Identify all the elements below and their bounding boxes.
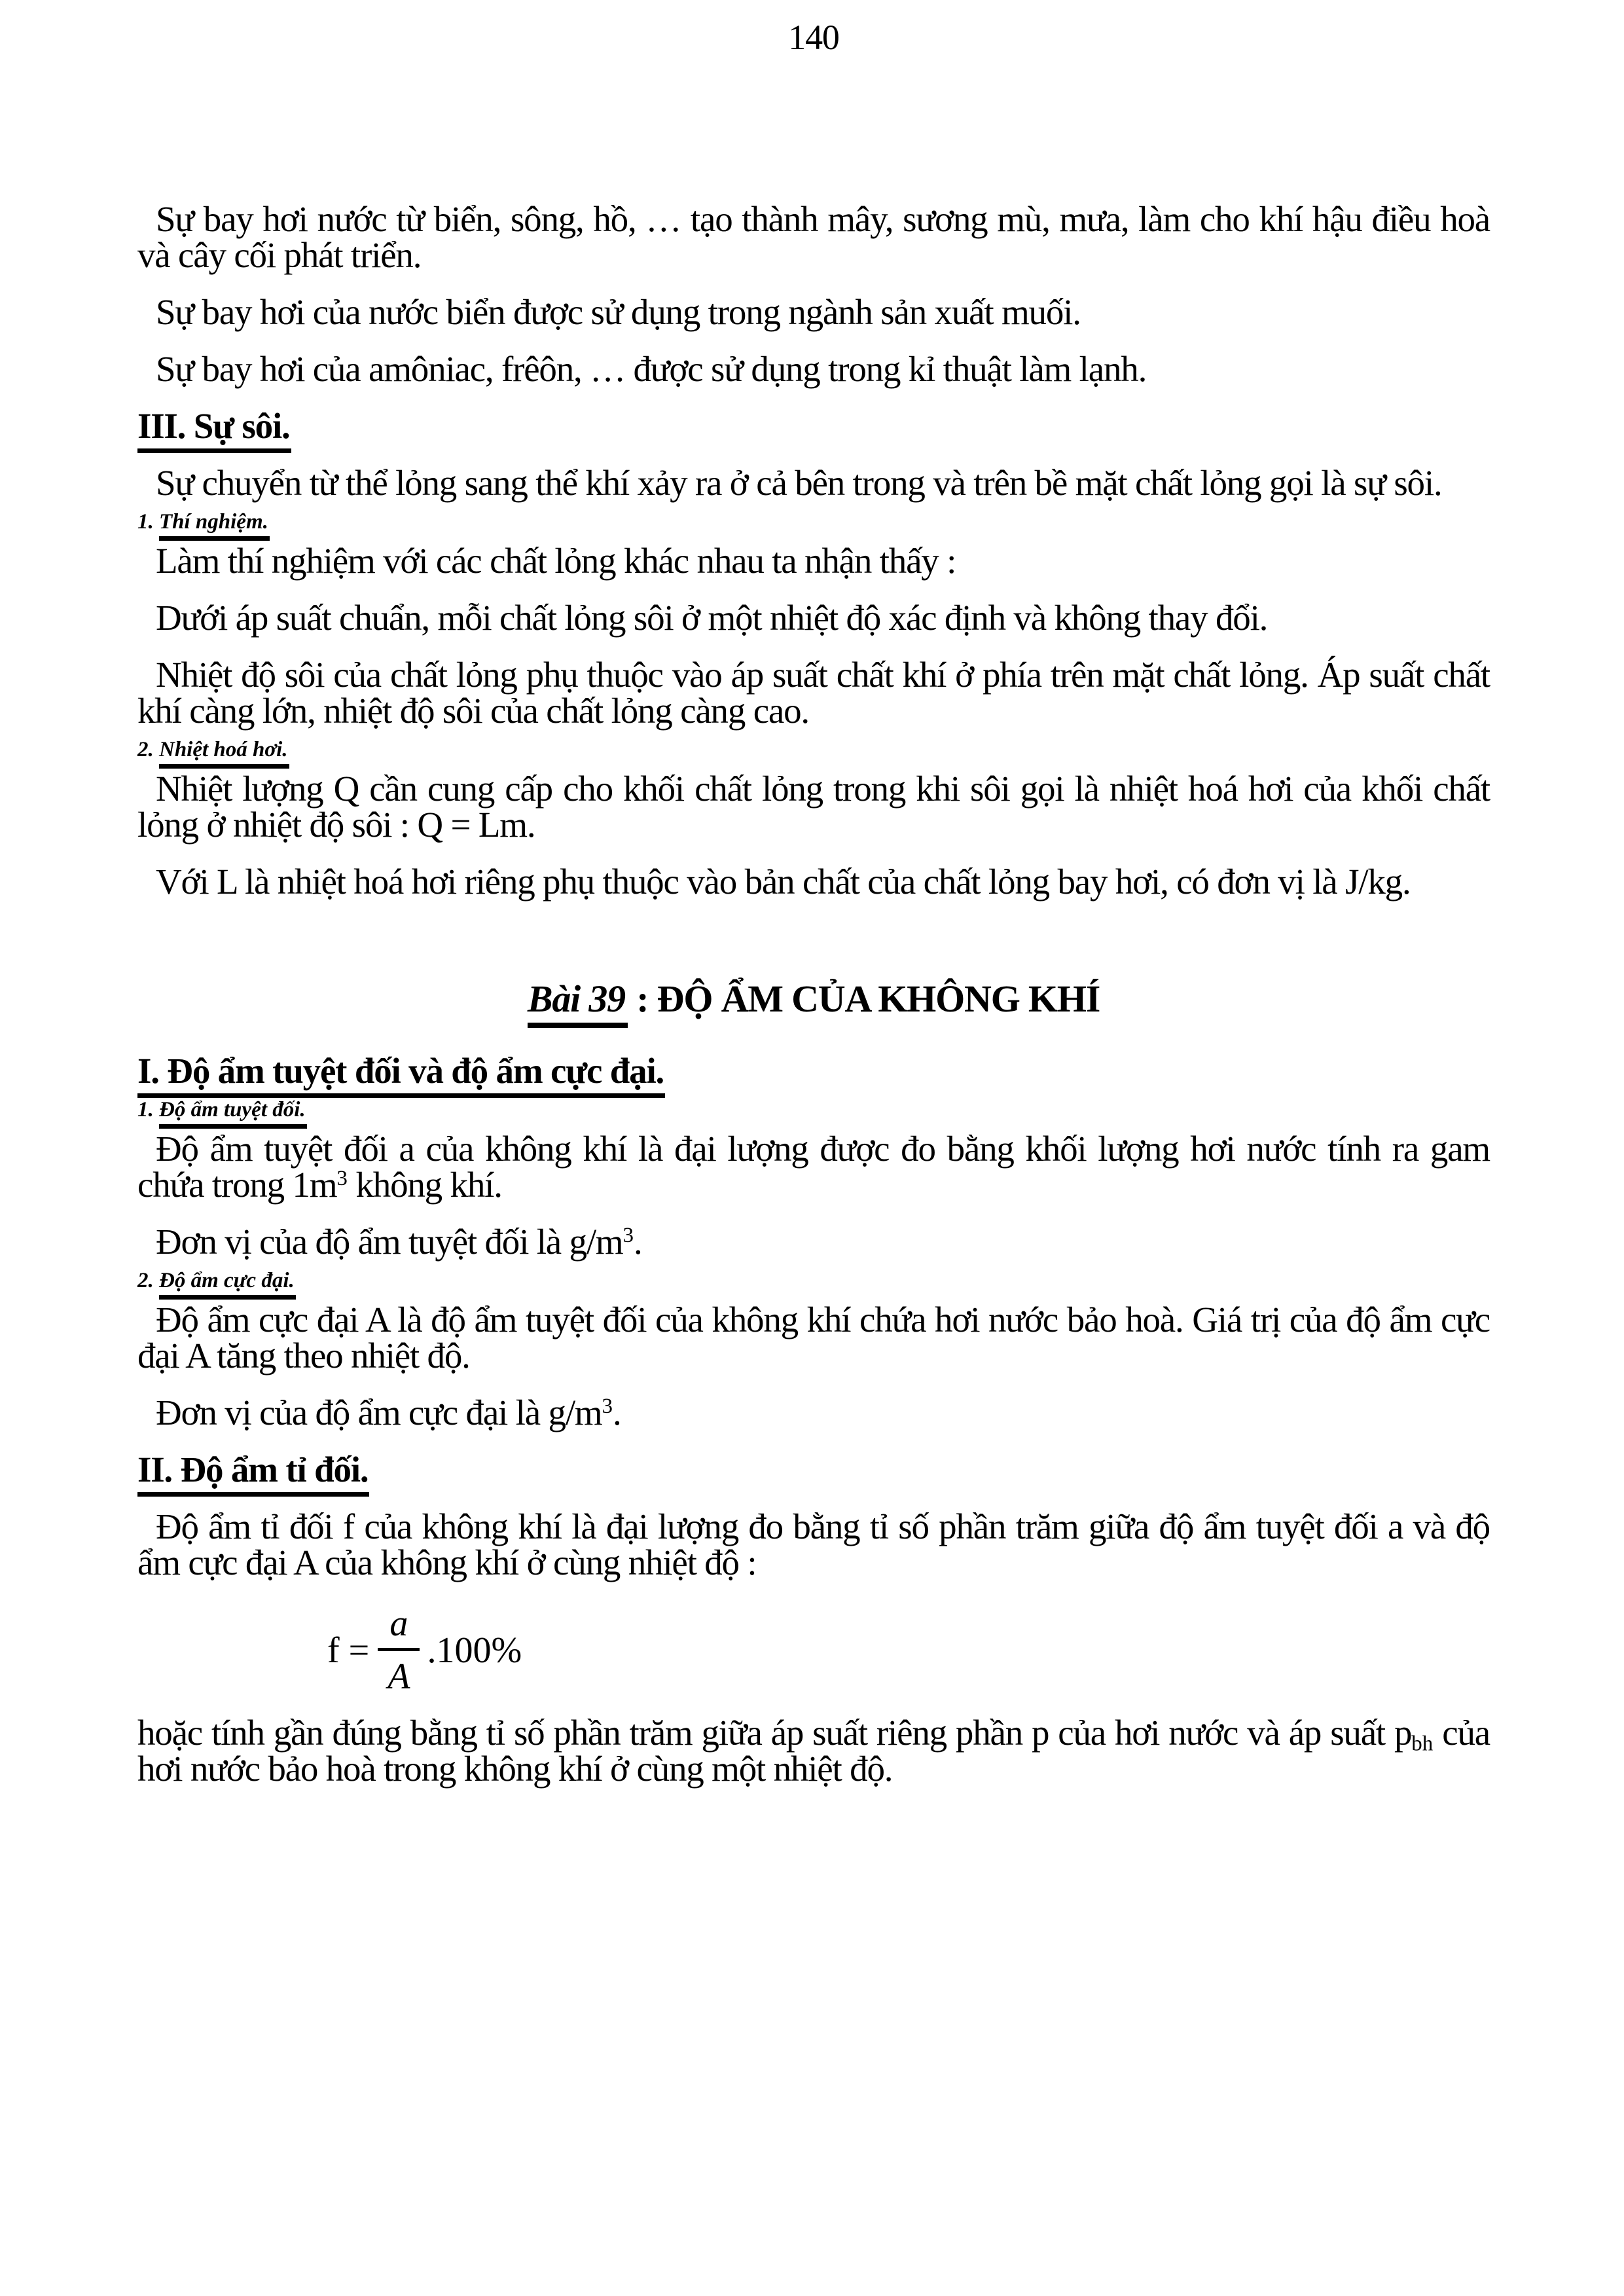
- heading-max-text: Độ ẩm cực đại.: [159, 1269, 296, 1300]
- paragraph-relative-humidity: Độ ẩm tỉ đối f của không khí là đại lượng đo bằng tỉ số phần trăm giữa độ ẩm tuyệt đối a và độ ẩm cực đại A của không khí ở cùng nhiệt độ :: [137, 1506, 1490, 1582]
- paragraph-max-humidity-unit: [137, 1394, 1490, 1430]
- paragraph-absolute-humidity-text: Độ ẩm tuyệt đối a của không khí là đại lượng được đo bằng khối lượng hơi nước tính ra gam chứa trong 1m: [137, 1129, 1490, 1205]
- paragraph-standard-pressure: Dưới áp suất chuẩn, mỗi chất lỏng sôi ở một nhiệt độ xác định và không thay đổi.: [156, 598, 1268, 638]
- paragraph-evaporation-salt: Sự bay hơi của nước biển được sử dụng trong ngành sản xuất muối.: [156, 292, 1081, 332]
- formula-lhs: f =: [327, 1630, 370, 1671]
- paragraph-absolute-unit-end: .: [634, 1222, 642, 1262]
- superscript-3: 3: [602, 1394, 613, 1418]
- fraction-numerator: a: [378, 1605, 420, 1651]
- paragraph-max-unit-text: Đơn vị của độ ẩm cực đại là g/m: [156, 1393, 602, 1432]
- formula-relative-humidity: [327, 1605, 1490, 1695]
- lesson-number: Bài 39: [528, 977, 628, 1028]
- heading-max-number: 2.: [137, 1269, 159, 1292]
- paragraph-absolute-humidity: [137, 1131, 1490, 1203]
- paragraph-experiment-intro: Làm thí nghiệm với các chất lỏng khác nhau ta nhận thấy :: [156, 541, 956, 581]
- paragraph-max-humidity: Độ ẩm cực đại A là độ ẩm tuyệt đối của không khí chứa hơi nước bảo hoà. Giá trị của độ ẩm cực đại A tăng theo nhiệt độ.: [137, 1300, 1490, 1376]
- paragraph-absolute-humidity-end: không khí.: [347, 1165, 502, 1205]
- heading-section-1: [137, 1053, 1490, 1095]
- heading-section-2-text: II. Độ ẩm tỉ đối.: [137, 1449, 369, 1497]
- heading-heat-number: 2.: [137, 738, 159, 761]
- fraction: [376, 1605, 422, 1695]
- heading-heat-text: Nhiệt hoá hơi.: [159, 738, 289, 769]
- formula-rhs: .100%: [427, 1630, 522, 1671]
- paragraph-absolute-unit-text: Đơn vị của độ ẩm tuyệt đối là g/m: [156, 1222, 623, 1262]
- lesson-title: [137, 979, 1490, 1027]
- heading-heat-of-vaporization: [137, 738, 1490, 761]
- superscript-3: 3: [623, 1223, 634, 1247]
- page-number: 140: [788, 18, 839, 57]
- heading-boiling-text: III. Sự sôi.: [137, 406, 291, 453]
- heading-max-humidity: [137, 1269, 1490, 1292]
- heading-absolute-number: 1.: [137, 1098, 159, 1121]
- paragraph-evaporation-nature: Sự bay hơi nước từ biển, sông, hồ, … tạo thành mây, sương mù, mưa, làm cho khí hậu điều hoà và cây cối phát triển.: [137, 199, 1490, 275]
- paragraph-boiling-point-pressure: Nhiệt độ sôi của chất lỏng phụ thuộc vào áp suất chất khí ở phía trên mặt chất lỏng. Áp suất chất khí càng lớn, nhiệt độ sôi của chất lỏng càng cao.: [137, 655, 1490, 731]
- heading-section-1-text: I. Độ ẩm tuyệt đối và độ ẩm cực đại.: [137, 1051, 665, 1098]
- paragraph-approximation: [137, 1715, 1490, 1787]
- heading-absolute-humidity: [137, 1098, 1490, 1121]
- paragraph-approximation-end: của hơi nước bảo hoà trong không khí ở cùng một nhiệt độ.: [137, 1713, 1490, 1789]
- heading-experiment: [137, 510, 1490, 534]
- lesson-title-text: : ĐỘ ẨM CỦA KHÔNG KHÍ: [627, 977, 1100, 1020]
- paragraph-heat-l: Với L là nhiệt hoá hơi riêng phụ thuộc vào bản chất của chất lỏng bay hơi, có đơn vị là J/kg.: [156, 862, 1411, 902]
- paragraph-approximation-text: hoặc tính gần đúng bằng tỉ số phần trăm giữa áp suất riêng phần p của hơi nước và áp suất p: [137, 1713, 1412, 1753]
- paragraph-boiling-definition: Sự chuyển từ thể lỏng sang thể khí xảy ra ở cả bên trong và trên bề mặt chất lỏng gọi là sự sôi.: [156, 463, 1442, 503]
- paragraph-evaporation-cooling: Sự bay hơi của amôniac, frêôn, … được sử dụng trong kỉ thuật làm lạnh.: [156, 349, 1147, 389]
- heading-absolute-text: Độ ẩm tuyệt đối.: [159, 1098, 307, 1129]
- heading-experiment-number: 1.: [137, 510, 159, 534]
- paragraph-max-unit-end: .: [612, 1393, 621, 1432]
- heading-experiment-text: Thí nghiệm.: [159, 510, 270, 541]
- heading-boiling: [137, 408, 1490, 450]
- heading-section-2: [137, 1451, 1490, 1494]
- subscript-bh: bh: [1411, 1732, 1434, 1756]
- superscript-3: 3: [336, 1166, 348, 1190]
- paragraph-heat-q: Nhiệt lượng Q cần cung cấp cho khối chất lỏng trong khi sôi gọi là nhiệt hoá hơi của khối chất lỏng ở nhiệt độ sôi : Q = Lm.: [137, 769, 1490, 845]
- fraction-denominator: A: [388, 1656, 410, 1697]
- paragraph-absolute-humidity-unit: [137, 1224, 1490, 1260]
